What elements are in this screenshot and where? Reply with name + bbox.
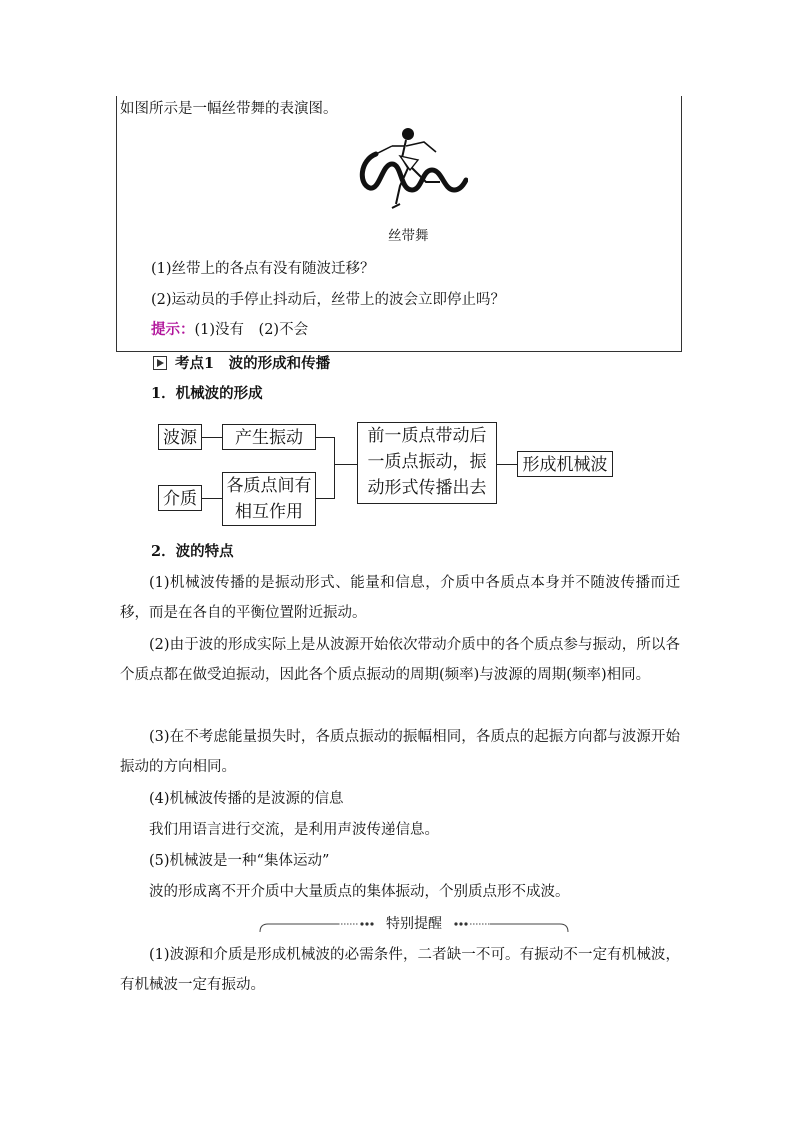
section-title: 考点1 波的形成和传播 — [175, 355, 331, 372]
flow-interact-line-1: 各质点间有 — [226, 476, 312, 496]
section-title-row — [153, 354, 330, 374]
intro-lead: 如图所示是一幅丝带舞的表演图。 — [120, 101, 338, 117]
special-reminder-label: 特别提醒 — [386, 916, 442, 932]
hint-text: (1)没有 (2)不会 — [194, 322, 309, 338]
question-1: (1)丝带上的各点有没有随波迁移？ — [151, 261, 375, 277]
point-2: (2)由于波的形成实际上是从波源开始依次带动介质中的各个质点参与振动，所以各个质点都在做受迫振动，因此各个质点振动的周期(频率)与波源的周期(频率)相同。 — [120, 637, 680, 683]
point-4: (4)机械波传播的是波源的信息 — [149, 791, 344, 807]
point-4-detail: 我们用语言进行交流，是利用声波传递信息。 — [149, 822, 439, 838]
flow-propagate-line-2: 一质点振动，振 — [367, 452, 487, 472]
connector-medium-interact — [202, 498, 222, 499]
figure-caption: 丝带舞 — [388, 228, 429, 244]
flow-box-medium: 介质 — [158, 485, 202, 511]
flow-propagate-line-1: 前一质点带动后 — [367, 426, 487, 446]
subsection-1-title: 1．机械波的形成 — [151, 385, 263, 402]
point-5-detail: 波的形成离不开介质中大量质点的集体振动，个别质点形不成波。 — [149, 884, 570, 900]
connector-propagate-result — [497, 464, 517, 465]
play-icon — [153, 356, 167, 370]
point-3: (3)在不考虑能量损失时，各质点振动的振幅相同，各质点的起振方向都与波源开始振动的方向相同。 — [120, 729, 680, 775]
point-5: (5)机械波是一种“集体运动” — [149, 853, 330, 869]
connector-bracket-propagate — [334, 464, 357, 465]
question-2: (2)运动员的手停止抖动后，丝带上的波会立即停止吗？ — [151, 292, 506, 308]
flow-box-propagate — [357, 422, 497, 504]
connector-source-produce — [202, 437, 222, 438]
special-reminder-text: (1)波源和介质是形成机械波的必需条件，二者缺一不可。有振动不一定有机械波，有机械波一定有振动。 — [120, 947, 680, 993]
flow-propagate-line-3: 动形式传播出去 — [367, 478, 487, 498]
flow-box-produce: 产生振动 — [222, 424, 316, 450]
ribbon-dance-illustration — [356, 124, 468, 216]
connector-produce-bracket — [316, 437, 334, 438]
special-reminder-banner — [258, 914, 570, 934]
flow-interact-line-2: 相互作用 — [235, 502, 303, 522]
connector-bracket-vertical — [334, 437, 335, 499]
hint-label: 提示： — [151, 321, 195, 338]
hint-line — [151, 320, 308, 340]
connector-interact-bracket — [316, 498, 334, 499]
flow-box-result: 形成机械波 — [517, 451, 613, 477]
subsection-2-title: 2．波的特点 — [151, 543, 234, 560]
point-1: (1)机械波传播的是振动形式、能量和信息，介质中各质点本身并不随波传播而迁移，而是在各自的平衡位置附近振动。 — [120, 575, 680, 621]
flow-box-source: 波源 — [158, 424, 202, 450]
flow-box-interact — [222, 472, 316, 526]
